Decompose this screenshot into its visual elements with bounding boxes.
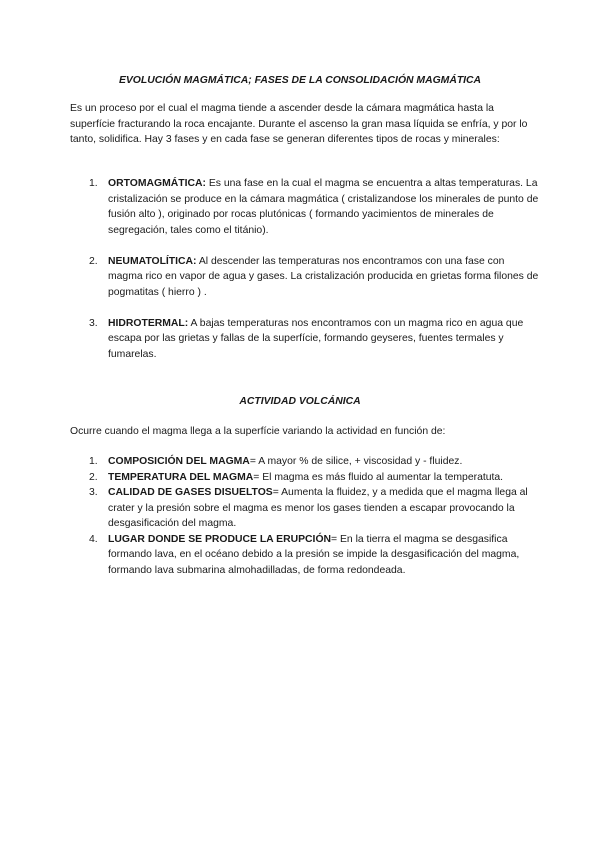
factor-term: TEMPERATURA DEL MAGMA — [108, 471, 254, 483]
list-item — [70, 454, 540, 470]
factors-list — [70, 454, 540, 578]
intro-paragraph: Es un proceso por el cual el magma tiende a ascender desde la cámara magmática hasta la superfície fracturando la roca encajante. Durante el ascenso la gran masa líquida se enfría, y por lo tanto, solidifica. Hay 3 fases y en cada fase se generan diferentes tipos de rocas y minerales: — [70, 103, 528, 145]
factor-term: LUGAR DONDE SE PRODUCE LA ERUPCIÓN — [108, 533, 332, 545]
list-number: 3. — [89, 317, 98, 329]
phase-text: Es una fase en la cual el magma se encuentra a altas temperaturas. La cristalización se produce en la cámara magmática ( cristalizandose los minerales de punto de fusión alto ), originado por rocas plutónicas ( formando yacimientos de minerales de segregación, tales como el titánio). — [108, 178, 539, 236]
factor-text: = A mayor % de silice, + viscosidad y - fluidez. — [249, 456, 463, 467]
list-item — [70, 254, 540, 301]
factor-term: COMPOSICIÓN DEL MAGMA — [108, 456, 250, 467]
factor-term: CALIDAD DE GASES DISUELTOS — [108, 487, 273, 498]
factor-text: = En la tierra el magma se desgasifica formando lava, en el océano debido a la presión se impide la desgasificación del magma, formando lava submarina almohadilladas, de forma redondeada. — [108, 533, 520, 576]
list-number: 1. — [89, 456, 98, 467]
list-item — [70, 316, 540, 363]
list-number: 2. — [89, 471, 98, 483]
phase-term: NEUMATOLÍTICA: — [108, 255, 197, 267]
list-number: 1. — [89, 178, 98, 189]
list-number: 3. — [89, 487, 98, 498]
activity-intro-paragraph: Ocurre cuando el magma llega a la superfície variando la actividad en función de: — [70, 426, 446, 437]
factor-text: = El magma es más fluido al aumentar la temperatuta. — [253, 471, 504, 483]
list-number: 2. — [89, 255, 98, 267]
phase-term: HIDROTERMAL: — [108, 317, 189, 329]
factor-text: = Aumenta la fluidez, y a medida que el magma llega al crater y la presión sobre el magma es menor los gases tienden a escapar provocando la desgasificación del magma. — [108, 487, 528, 529]
phases-list — [70, 176, 540, 378]
list-item — [70, 176, 540, 238]
list-item — [70, 532, 540, 579]
document-title: EVOLUCIÓN MAGMÁTICA; FASES DE LA CONSOLIDACIÓN MAGMÁTICA — [118, 75, 482, 86]
phase-text: A bajas temperaturas nos encontramos con un magma rico en agua que escapa por las grietas y fallas de la superfície, formando geyseres, fuentes termales y fumarelas. — [108, 317, 524, 360]
list-number: 4. — [89, 533, 98, 545]
list-item — [70, 470, 540, 486]
phase-term: ORTOMAGMÁTICA: — [108, 178, 206, 189]
phase-text: Al descender las temperaturas nos encontramos con una fase con magma rico en vapor de agua y gases. La cristalización producida en grietas forma filones de pogmatitas ( hierro ) . — [108, 255, 539, 298]
list-item — [70, 485, 540, 532]
section-title: ACTIVIDAD VOLCÁNICA — [239, 396, 361, 407]
